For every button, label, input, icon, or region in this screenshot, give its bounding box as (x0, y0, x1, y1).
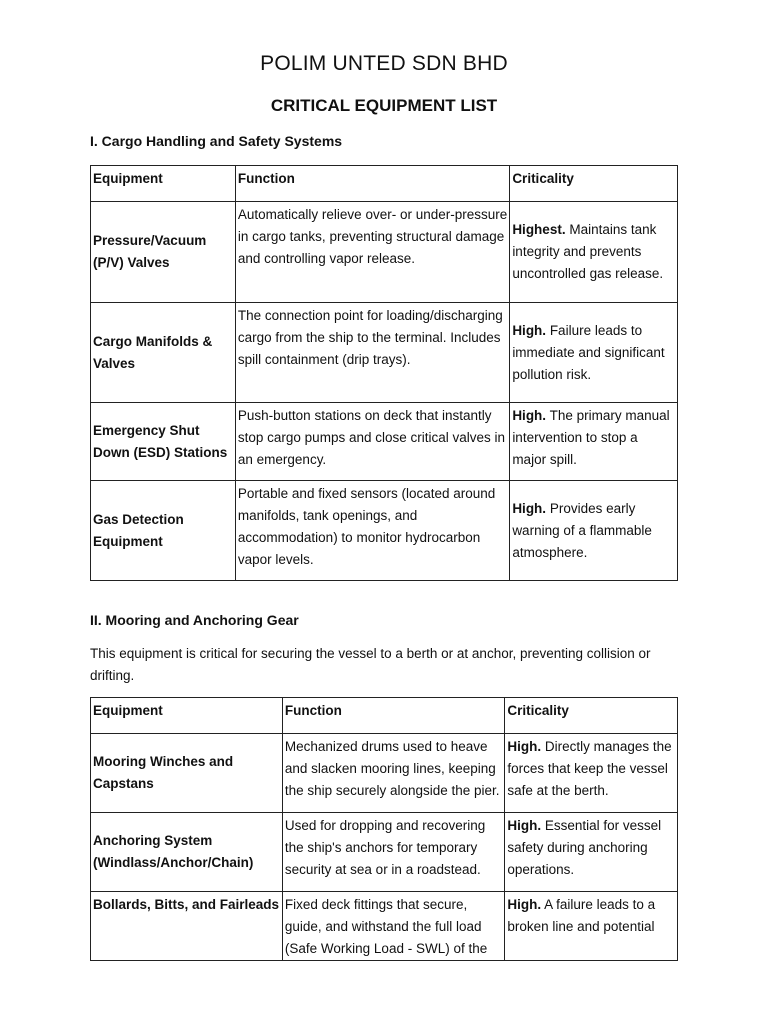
company-name: POLIM UNTED SDN BHD (260, 52, 508, 75)
function-cell: Fixed deck fittings that secure, guide, and withstand the full load (Safe Working Load - SWL) of the (282, 892, 504, 961)
function-cell: Used for dropping and recovering the ship's anchors for temporary security at sea or in a roadstead. (282, 813, 504, 892)
criticality-text: Provides early warning of a flammable atmosphere. (512, 500, 652, 560)
criticality-level: High. (507, 739, 542, 754)
table-row (91, 403, 678, 481)
function-cell: The connection point for loading/discharging cargo from the ship to the terminal. Includes spill containment (drip trays). (235, 303, 509, 403)
section-heading-cargo: I. Cargo Handling and Safety Systems (90, 133, 343, 149)
table-row (91, 813, 678, 892)
function-cell: Automatically relieve over- or under-pressure in cargo tanks, preventing structural damage and controlling vapor release. (235, 202, 509, 303)
table-row (91, 481, 678, 581)
table-row (91, 734, 678, 813)
criticality-cell (510, 303, 678, 403)
function-cell: Portable and fixed sensors (located around manifolds, tank openings, and accommodation) to monitor hydrocarbon vapor levels. (235, 481, 509, 581)
column-header-equipment: Equipment (91, 698, 283, 734)
column-header-criticality: Criticality (505, 698, 678, 734)
function-cell: Mechanized drums used to heave and slacken mooring lines, keeping the ship securely alongside the pier. (282, 734, 504, 813)
criticality-text: The primary manual intervention to stop a major spill. (512, 408, 670, 467)
mooring-equipment-table (90, 697, 678, 961)
criticality-text: Failure leads to immediate and significant pollution risk. (512, 322, 665, 382)
criticality-cell (510, 403, 678, 481)
document-title: CRITICAL EQUIPMENT LIST (270, 96, 498, 115)
criticality-level: High. (512, 322, 547, 338)
equipment-cell: Cargo Manifolds & Valves (91, 303, 236, 403)
criticality-cell (505, 892, 678, 961)
equipment-cell: Gas Detection Equipment (91, 481, 236, 581)
criticality-cell (510, 202, 678, 303)
criticality-level: High. (507, 897, 542, 912)
criticality-cell (505, 813, 678, 892)
section-heading-mooring: II. Mooring and Anchoring Gear (90, 612, 299, 628)
criticality-text: Maintains tank integrity and prevents uncontrolled gas release. (512, 222, 664, 281)
equipment-cell: Anchoring System (Windlass/Anchor/Chain) (91, 813, 283, 892)
equipment-cell: Emergency Shut Down (ESD) Stations (91, 403, 236, 481)
table-header-row (91, 698, 678, 734)
section-intro-text: This equipment is critical for securing the vessel to a berth or at anchor, preventing collision or drifting. (90, 646, 651, 683)
criticality-text: Directly manages the forces that keep the vessel safe at the berth. (507, 739, 672, 798)
criticality-text: Essential for vessel safety during anchoring operations. (507, 818, 662, 877)
criticality-level: High. (512, 408, 547, 423)
table-header-row (91, 166, 678, 202)
function-cell: Push-button stations on deck that instantly stop cargo pumps and close critical valves in an emergency. (235, 403, 509, 481)
equipment-cell: Bollards, Bitts, and Fairleads (91, 892, 283, 961)
criticality-text: A failure leads to a broken line and potential (507, 897, 656, 934)
column-header-function: Function (282, 698, 504, 734)
equipment-cell: Mooring Winches and Capstans (91, 734, 283, 813)
criticality-cell (505, 734, 678, 813)
cargo-equipment-table (90, 165, 678, 581)
criticality-level: High. (512, 500, 547, 516)
column-header-criticality: Criticality (510, 166, 678, 202)
criticality-cell (510, 481, 678, 581)
column-header-equipment: Equipment (91, 166, 236, 202)
criticality-level: High. (507, 818, 542, 833)
column-header-function: Function (235, 166, 509, 202)
criticality-level: Highest. (512, 222, 566, 237)
table-row (91, 202, 678, 303)
table-row (91, 892, 678, 961)
table-row (91, 303, 678, 403)
equipment-cell: Pressure/Vacuum (P/V) Valves (91, 202, 236, 303)
